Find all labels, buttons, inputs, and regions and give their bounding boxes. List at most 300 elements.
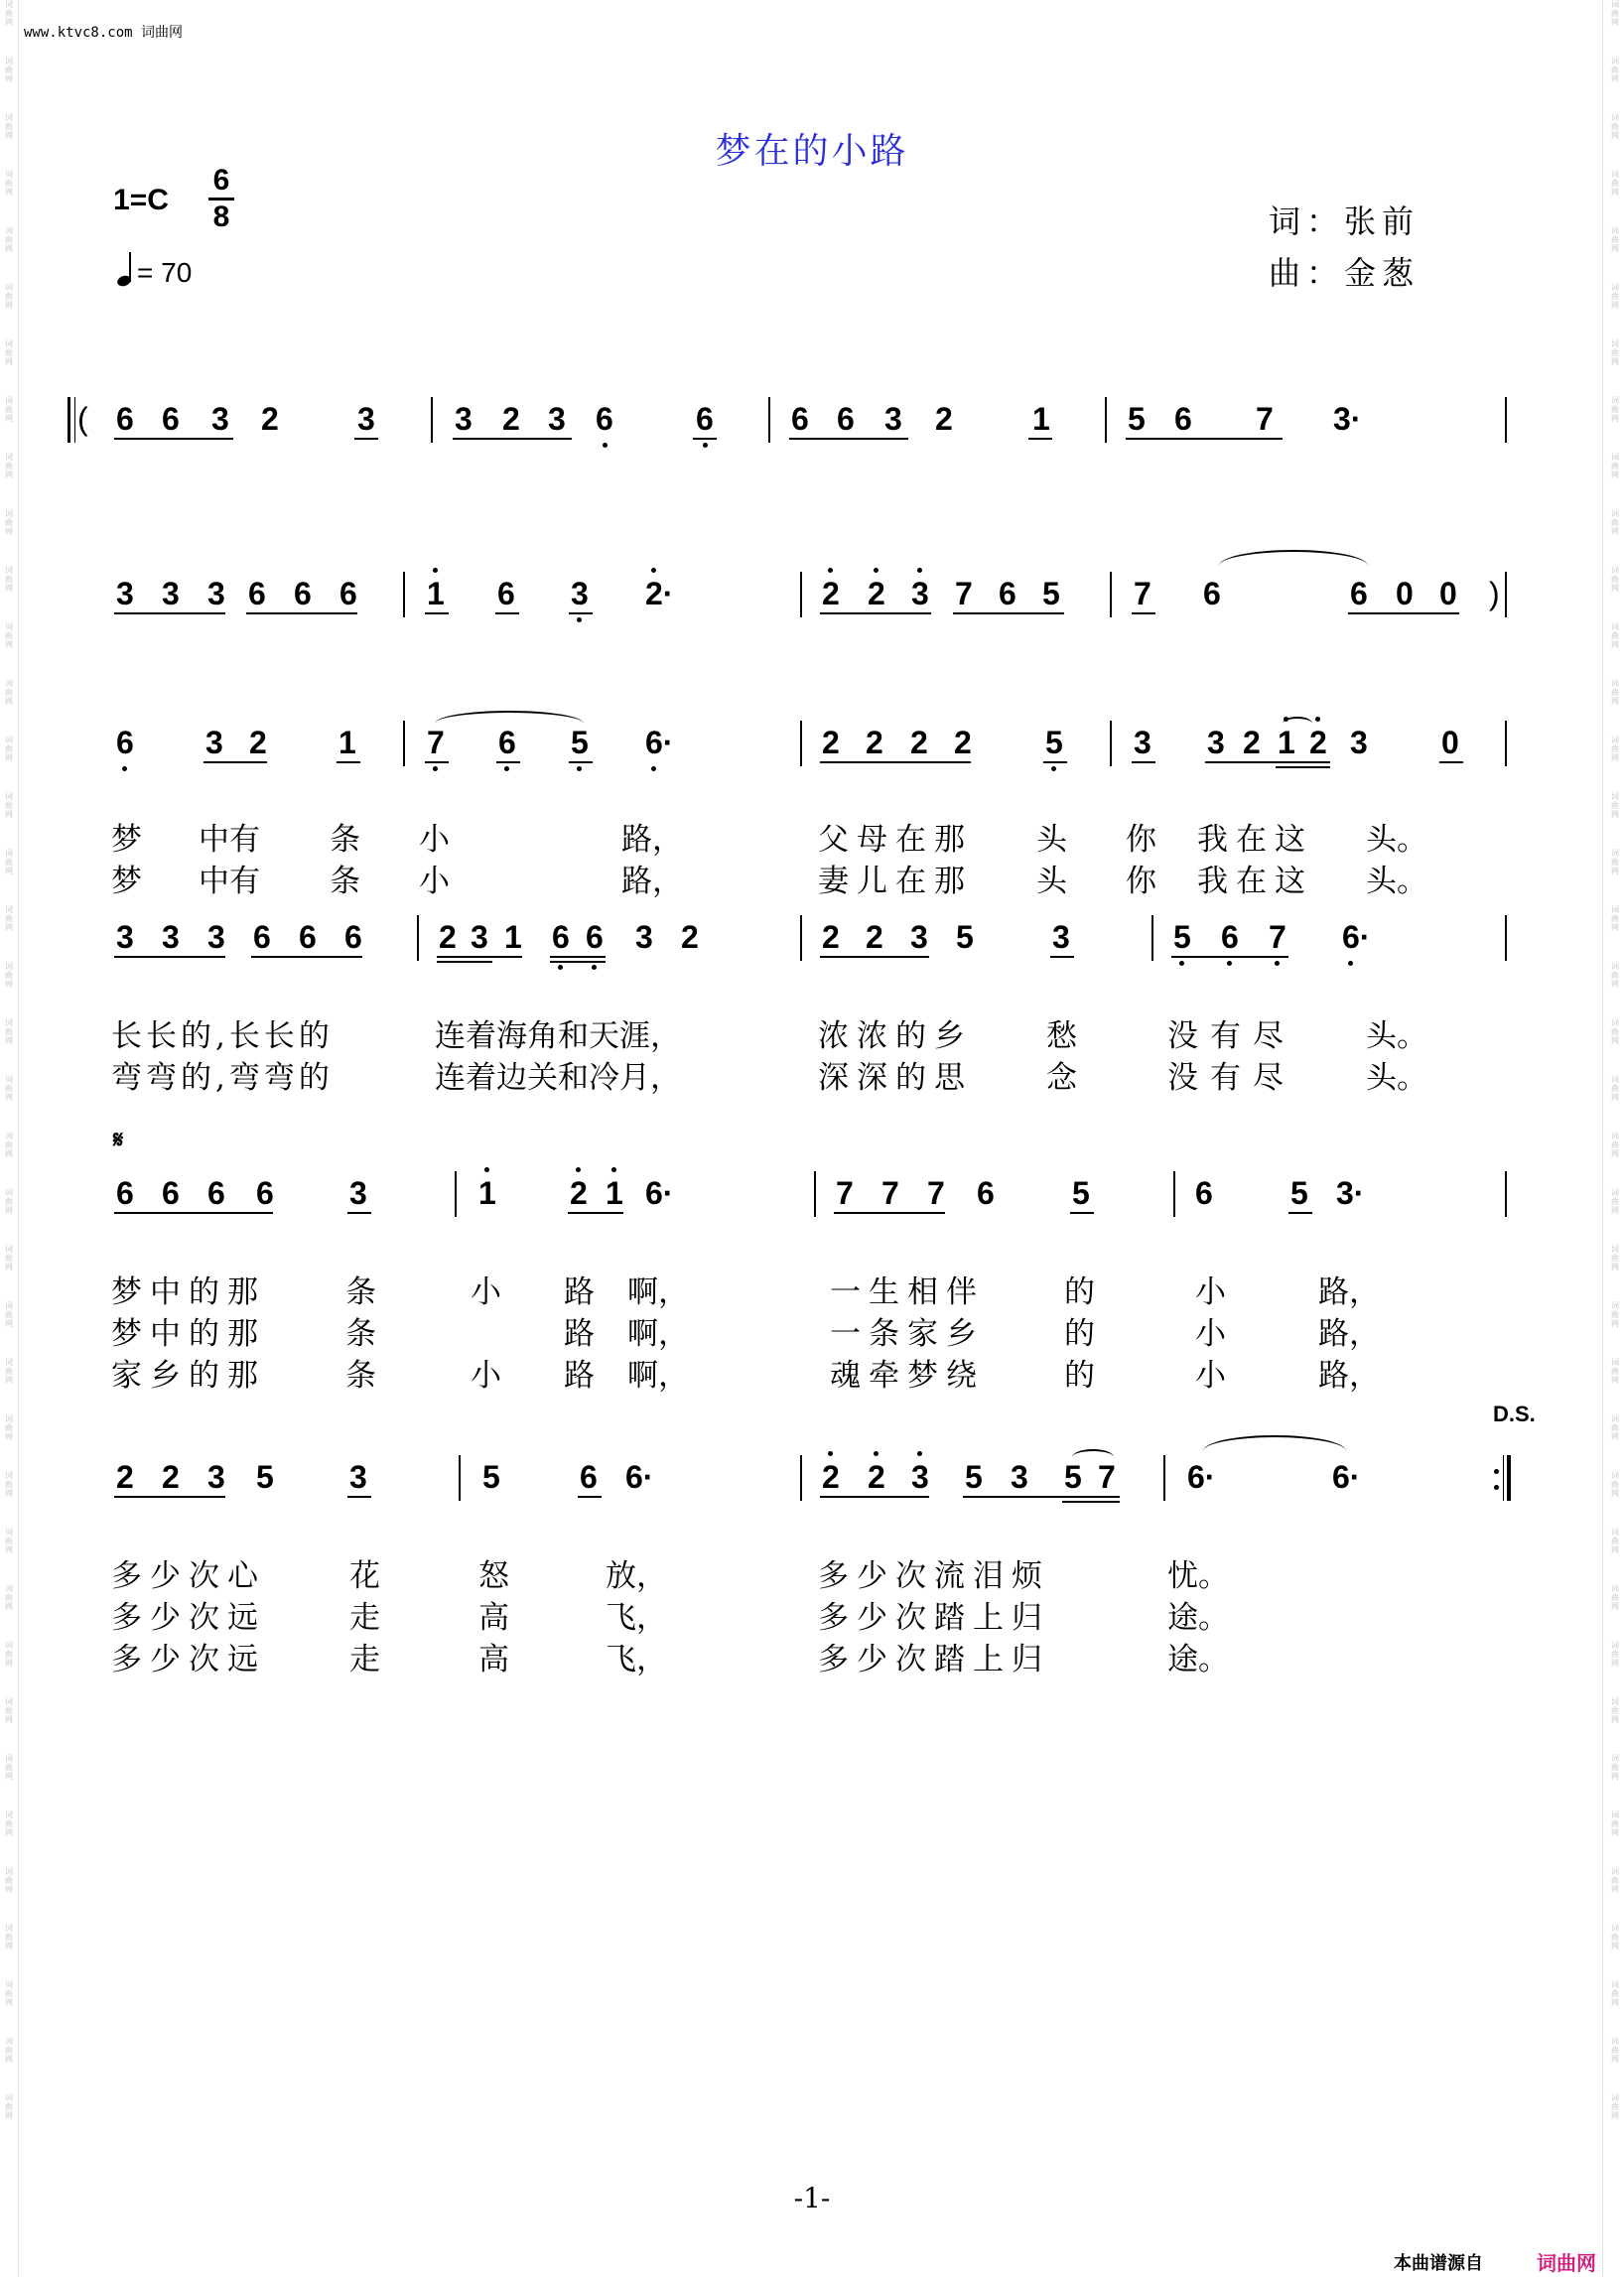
note: 3: [357, 401, 375, 437]
watermark-mark: 词 曲 网: [5, 1924, 13, 1950]
beam: [1439, 761, 1463, 763]
note: 7: [836, 1175, 854, 1211]
watermark-mark: 词 曲 网: [1611, 170, 1619, 197]
watermark-mark: 词 曲 网: [5, 1471, 13, 1498]
watermark-mark: 词 曲 网: [1611, 736, 1619, 762]
bar-line: [1505, 397, 1507, 443]
lyrics-row5-verse3: 家乡的那 条 小 路 啊， 魂牵梦绕 的 小 路，: [111, 1358, 1380, 1394]
note: 7: [1098, 1459, 1116, 1495]
final-thick-bar: [1507, 1455, 1511, 1501]
note: 6: [1203, 576, 1221, 611]
note: 5: [256, 1459, 274, 1495]
note: 1: [478, 1175, 496, 1211]
time-top: 6: [212, 164, 230, 197]
watermark-mark: 词 曲 网: [5, 283, 13, 310]
note: 3: [207, 919, 225, 955]
watermark-mark: 词 曲 网: [5, 1528, 13, 1554]
note: 3: [116, 576, 134, 611]
octave-dot: [611, 1167, 616, 1172]
note: 2: [822, 725, 840, 760]
note: 3: [207, 576, 225, 611]
right-border: [1602, 0, 1603, 2277]
bar-line: [800, 915, 802, 961]
watermark-mark: 词 曲 网: [5, 170, 13, 197]
lyrics-row6-verse1: 多少次心 花 怒 放， 多少次流泪烦 忧。: [111, 1558, 1229, 1594]
watermark-mark: 词 曲 网: [1611, 1301, 1619, 1328]
note: 6: [116, 725, 134, 760]
watermark-mark: 词 曲 网: [1611, 1980, 1619, 2007]
time-bottom: 8: [212, 201, 230, 233]
beam: [347, 1496, 371, 1498]
final-thin-bar: [1503, 1455, 1504, 1501]
note: 6: [497, 576, 515, 611]
note: 6: [586, 919, 604, 955]
beam: [568, 1212, 623, 1214]
note: 3: [455, 401, 473, 437]
beam: [1126, 438, 1283, 440]
watermark-mark: 词 曲 网: [1611, 57, 1619, 83]
octave-dot: [1227, 961, 1232, 966]
octave-dot: [651, 766, 656, 771]
note: 5: [1072, 1175, 1090, 1211]
note: 3: [911, 576, 929, 611]
beam: [1276, 766, 1330, 768]
note: 3: [911, 1459, 929, 1495]
note: 2: [261, 401, 279, 437]
note: 5: [1064, 1459, 1082, 1495]
beam: [1132, 612, 1155, 614]
octave-dot: [558, 965, 563, 970]
octave-dot: [917, 568, 922, 573]
note: 3: [884, 401, 902, 437]
note: 6: [162, 1175, 180, 1211]
note: 2: [866, 725, 883, 760]
watermark-mark: 词 曲 网: [1611, 679, 1619, 706]
note: 5: [956, 919, 974, 955]
bar-line: [417, 915, 419, 961]
lyrics-row4-verse1: 长长的,长长的 连着海角和天涯， 浓浓的乡 愁 没有尽 头。: [111, 1018, 1427, 1054]
octave-dot: [828, 568, 833, 573]
tempo-value: = 70: [137, 257, 193, 288]
note: 2: [868, 576, 885, 611]
lyrics-row3-verse1: 梦 中有 条 小 路， 父母在那 头 你 我在这 头。: [111, 822, 1427, 858]
quarter-note-icon: [117, 250, 133, 286]
note: 6: [999, 576, 1016, 611]
site-logo[interactable]: 词曲网: [1537, 2251, 1596, 2275]
bar-line: [403, 572, 405, 617]
watermark-mark: 词 曲 网: [5, 1641, 13, 1668]
watermark-mark: 词 曲 网: [1611, 1924, 1619, 1950]
note: 6·: [1332, 1459, 1361, 1495]
bar-line: [768, 397, 770, 443]
note: 5: [1173, 919, 1191, 955]
note: 5: [482, 1459, 500, 1495]
watermark-mark: 词 曲 网: [5, 339, 13, 366]
repeat-paren-open: (: [77, 401, 88, 437]
beam: [789, 438, 908, 440]
note: 6·: [1187, 1459, 1216, 1495]
note: 2: [866, 919, 883, 955]
watermark-mark: 词 曲 网: [1611, 509, 1619, 536]
watermark-mark: 词 曲 网: [1611, 113, 1619, 140]
octave-dot: [122, 766, 127, 771]
beam: [1070, 1212, 1094, 1214]
bar-line: [800, 572, 802, 617]
note: 1: [1278, 725, 1295, 760]
note: 2: [822, 1459, 840, 1495]
beam: [203, 761, 267, 763]
watermark-mark: 词 曲 网: [1611, 1584, 1619, 1611]
beam: [114, 1496, 225, 1498]
watermark-mark: 词 曲 网: [1611, 1075, 1619, 1102]
note: 6·: [1342, 919, 1371, 955]
note: 2: [502, 401, 520, 437]
note: 6: [498, 725, 516, 760]
beam: [550, 961, 606, 963]
beam: [437, 961, 492, 963]
note: 3: [162, 576, 180, 611]
beam: [550, 956, 606, 958]
slur: [435, 711, 584, 737]
octave-dot: [504, 766, 509, 771]
octave-dot: [1348, 961, 1353, 966]
beam: [1043, 761, 1067, 763]
watermark-mark: 词 曲 网: [5, 1414, 13, 1441]
note: 6: [248, 576, 266, 611]
note: 7: [1134, 576, 1151, 611]
beam: [114, 1212, 273, 1214]
bar-line: [1151, 915, 1153, 961]
watermark-mark: 词 曲 网: [5, 736, 13, 762]
beam: [453, 438, 572, 440]
watermark-mark: 词 曲 网: [1611, 1188, 1619, 1215]
note: 3: [910, 919, 928, 955]
note: 6: [253, 919, 271, 955]
bar-line: [1173, 1171, 1175, 1217]
octave-dot: [592, 965, 597, 970]
note: 5: [1042, 576, 1060, 611]
bar-line: [1110, 721, 1112, 766]
lyrics-row3-verse2: 梦 中有 条 小 路， 妻儿在那 头 你 我在这 头。: [111, 864, 1427, 899]
note: 3: [1134, 725, 1151, 760]
watermark-mark: 词 曲 网: [1611, 1132, 1619, 1158]
note: 3: [635, 919, 653, 955]
octave-dot: [651, 568, 656, 573]
beam: [1132, 761, 1155, 763]
note: 3: [207, 1459, 225, 1495]
watermark-mark: 词 曲 网: [5, 509, 13, 536]
bar-line: [1505, 915, 1507, 961]
site-header: www.ktvc8.com 词曲网: [24, 25, 184, 41]
note: 6: [696, 401, 714, 437]
beam: [578, 1496, 602, 1498]
beam: [1050, 956, 1074, 958]
beam: [569, 761, 593, 763]
octave-dot: [576, 1167, 581, 1172]
watermark-mark: 词 曲 网: [5, 1358, 13, 1385]
left-border: [18, 0, 19, 2277]
slur: [1203, 1435, 1346, 1467]
bar-line: [1105, 397, 1107, 443]
note: 6: [207, 1175, 225, 1211]
beam: [354, 438, 378, 440]
note: 6: [116, 401, 134, 437]
beam: [246, 612, 357, 614]
note: 1: [1032, 401, 1050, 437]
watermark-mark: 词 曲 网: [5, 905, 13, 932]
note: 1: [606, 1175, 623, 1211]
segno-icon: 𝄋: [113, 1126, 124, 1153]
watermark-mark: 词 曲 网: [1611, 1697, 1619, 1724]
octave-dot: [917, 1451, 922, 1456]
bar-line: [1110, 572, 1112, 617]
octave-dot: [1051, 766, 1056, 771]
watermark-mark: 词 曲 网: [1611, 1018, 1619, 1045]
bar-line: [814, 1171, 816, 1217]
watermark-mark: 词 曲 网: [1611, 339, 1619, 366]
watermark-mark: 词 曲 网: [1611, 1471, 1619, 1498]
note: 7: [955, 576, 973, 611]
beam: [251, 956, 362, 958]
octave-dot: [1275, 961, 1280, 966]
bar-line: [1505, 572, 1507, 617]
watermark-mark: 词 曲 网: [1611, 2093, 1619, 2120]
note: 3: [1011, 1459, 1028, 1495]
song-title: 梦在的小路: [715, 131, 909, 172]
bar-line: [455, 1171, 457, 1217]
watermark-mark: 词 曲 网: [5, 1697, 13, 1724]
watermark-mark: 词 曲 网: [5, 453, 13, 479]
note: 2: [954, 725, 972, 760]
beam: [1171, 956, 1288, 958]
watermark-mark: 词 曲 网: [1611, 226, 1619, 253]
time-signature: [208, 165, 234, 233]
note: 2: [822, 919, 840, 955]
repeat-dot: [1494, 1485, 1499, 1490]
note: 2: [1243, 725, 1261, 760]
watermark-mark: 词 曲 网: [1611, 1867, 1619, 1894]
watermark-mark: 词 曲 网: [5, 1810, 13, 1837]
watermark-mark: 词 曲 网: [5, 792, 13, 819]
page-number: -1-: [793, 2182, 831, 2214]
note: 6: [552, 919, 570, 955]
note: 6: [299, 919, 317, 955]
note: 6: [580, 1459, 598, 1495]
note: 7: [1269, 919, 1286, 955]
beam: [337, 761, 360, 763]
beam: [495, 612, 519, 614]
watermark-mark: 词 曲 网: [1611, 622, 1619, 649]
bar-line: [1505, 721, 1507, 766]
beam: [569, 612, 593, 614]
watermark-mark: 词 曲 网: [1611, 0, 1619, 27]
beam: [820, 956, 929, 958]
note: 6: [162, 401, 180, 437]
note: 6: [1221, 919, 1239, 955]
slur: [1283, 717, 1312, 731]
lyricist-credit: 词：张前: [1269, 202, 1421, 240]
beam: [1205, 761, 1330, 763]
lyrics-row4-verse2: 弯弯的,弯弯的 连着边关和冷月， 深深的思 念 没有尽 头。: [111, 1060, 1427, 1096]
low-dot: [703, 443, 708, 448]
note: 6: [791, 401, 809, 437]
note: 3: [471, 919, 488, 955]
repeat-start-thin: [74, 397, 75, 443]
note: 6: [1195, 1175, 1213, 1211]
note: 2: [822, 576, 840, 611]
watermark-mark: 词 曲 网: [5, 396, 13, 423]
watermark-mark: 词 曲 网: [5, 1075, 13, 1102]
note: 3: [548, 401, 566, 437]
watermark-mark: 词 曲 网: [5, 1867, 13, 1894]
note: 2: [116, 1459, 134, 1495]
lyrics-row5-verse2: 梦中的那 条 路 啊， 一条家乡 的 小 路，: [111, 1316, 1380, 1352]
beam: [114, 956, 225, 958]
watermark-mark: 词 曲 网: [5, 1245, 13, 1272]
beam: [437, 956, 522, 958]
note: ): [1489, 576, 1500, 611]
note: 1: [427, 576, 445, 611]
note: 7: [427, 725, 445, 760]
note: 6: [116, 1175, 134, 1211]
note: 2: [1309, 725, 1327, 760]
note: 2·: [645, 576, 674, 611]
watermark-mark: 词 曲 网: [1611, 962, 1619, 989]
note: 5: [571, 725, 589, 760]
note: 0: [1396, 576, 1414, 611]
watermark-mark: 词 曲 网: [5, 1018, 13, 1045]
beam: [114, 438, 233, 440]
bar-line: [1505, 1171, 1507, 1217]
source-label: 本曲谱源自: [1394, 2253, 1483, 2274]
note: 6: [1174, 401, 1192, 437]
bar-line: [459, 1455, 461, 1501]
left-watermark-strip: [2, 0, 16, 2277]
note: 3: [349, 1459, 367, 1495]
watermark-mark: 词 曲 网: [5, 1301, 13, 1328]
beam: [693, 438, 717, 440]
bar-line: [800, 721, 802, 766]
octave-dot: [433, 568, 438, 573]
dal-segno-mark: D.S.: [1493, 1402, 1536, 1426]
octave-dot: [433, 766, 438, 771]
note: 2: [868, 1459, 885, 1495]
beam: [425, 612, 449, 614]
note: 6: [294, 576, 312, 611]
beam: [820, 1496, 929, 1498]
watermark-mark: 词 曲 网: [5, 1132, 13, 1158]
bar-line: [403, 721, 405, 766]
note: 3: [1052, 919, 1070, 955]
watermark-mark: 词 曲 网: [5, 0, 13, 27]
note: 3·: [1333, 401, 1362, 437]
watermark-mark: 词 曲 网: [5, 1980, 13, 2007]
note: 5: [1045, 725, 1063, 760]
note: 2: [249, 725, 267, 760]
note: 3: [211, 401, 229, 437]
note: 3: [571, 576, 589, 611]
lyrics-row6-verse2: 多少次远 走 高 飞， 多少次踏上归 途。: [111, 1600, 1229, 1636]
key-signature: 1=C: [113, 184, 169, 216]
beam: [820, 761, 971, 763]
watermark-mark: 词 曲 网: [1611, 1754, 1619, 1781]
watermark-mark: 词 曲 网: [1611, 396, 1619, 423]
note: 3: [1350, 725, 1368, 760]
repeat-start-bar: [68, 397, 70, 443]
watermark-mark: 词 曲 网: [5, 962, 13, 989]
watermark-mark: 词 曲 网: [5, 849, 13, 875]
beam: [496, 761, 520, 763]
note: 3: [205, 725, 223, 760]
watermark-mark: 词 曲 网: [1611, 792, 1619, 819]
watermark-mark: 词 曲 网: [5, 622, 13, 649]
slur: [1072, 1449, 1114, 1465]
watermark-mark: 词 曲 网: [5, 2037, 13, 2064]
note: 6: [596, 401, 613, 437]
note: 5: [1290, 1175, 1308, 1211]
note: 2: [935, 401, 953, 437]
note: 2: [162, 1459, 180, 1495]
note: 6: [256, 1175, 274, 1211]
right-watermark-strip: [1608, 0, 1622, 2277]
note: 6: [339, 576, 357, 611]
note: 5: [965, 1459, 983, 1495]
note: 7: [881, 1175, 899, 1211]
beam: [114, 612, 225, 614]
watermark-mark: 词 曲 网: [1611, 1414, 1619, 1441]
note: 3: [349, 1175, 367, 1211]
note: 2: [681, 919, 699, 955]
note: 2: [570, 1175, 588, 1211]
beam: [347, 1212, 371, 1214]
low-dot: [603, 443, 608, 448]
note: 3·: [1336, 1175, 1365, 1211]
lyrics-row5-verse1: 梦中的那 条 小 路 啊， 一生相伴 的 小 路，: [111, 1274, 1380, 1310]
watermark-mark: 词 曲 网: [1611, 905, 1619, 932]
watermark-mark: 词 曲 网: [5, 679, 13, 706]
beam: [1348, 612, 1459, 614]
watermark-mark: 词 曲 网: [5, 1584, 13, 1611]
beam: [425, 761, 449, 763]
watermark-mark: 词 曲 网: [1611, 1641, 1619, 1668]
note: 6: [1350, 576, 1368, 611]
beam: [834, 1212, 945, 1214]
watermark-mark: 词 曲 网: [1611, 849, 1619, 875]
watermark-mark: 词 曲 网: [1611, 1358, 1619, 1385]
note: 7: [927, 1175, 945, 1211]
note: 7: [1256, 401, 1274, 437]
repeat-dot: [1494, 1469, 1499, 1474]
watermark-mark: 词 曲 网: [5, 1188, 13, 1215]
beam: [963, 1496, 1120, 1498]
note: 6: [837, 401, 855, 437]
octave-dot: [1315, 717, 1320, 722]
composer-credit: 曲：金葱: [1269, 254, 1421, 292]
octave-dot: [828, 1451, 833, 1456]
watermark-mark: 词 曲 网: [1611, 566, 1619, 593]
note: 3: [1207, 725, 1225, 760]
watermark-mark: 词 曲 网: [1611, 453, 1619, 479]
note: 2: [910, 725, 928, 760]
slur: [1219, 550, 1368, 582]
note: 1: [504, 919, 522, 955]
bar-line: [800, 1455, 802, 1501]
bar-line: [431, 397, 433, 443]
note: 0: [1439, 576, 1457, 611]
watermark-mark: 词 曲 网: [5, 566, 13, 593]
note: 6·: [625, 1459, 654, 1495]
watermark-mark: 词 曲 网: [5, 113, 13, 140]
